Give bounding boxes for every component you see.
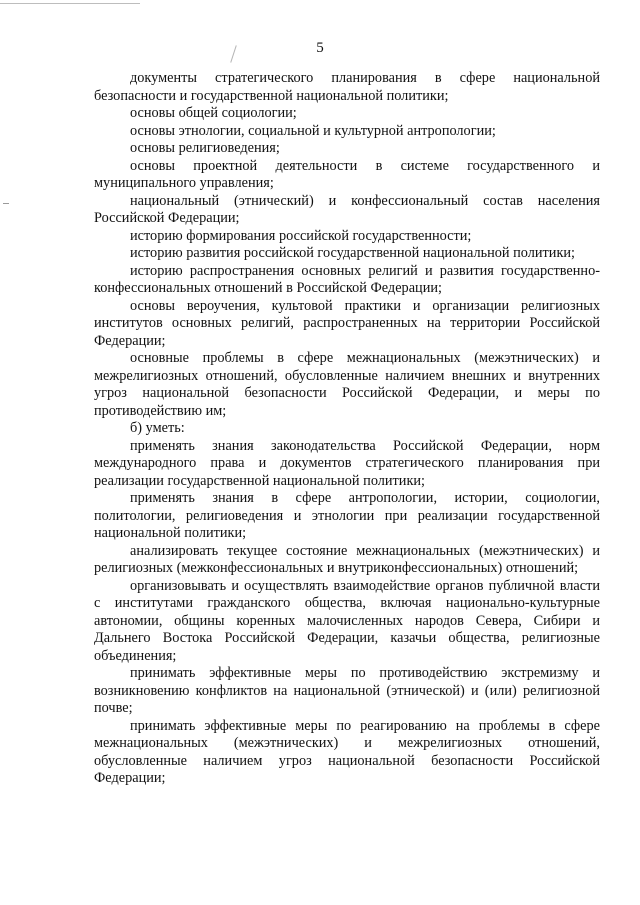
paragraph: документы стратегического планирования в сфере национальной безопасности и государственной национальной политики; xyxy=(94,70,600,104)
paragraph: историю развития российской государственной национальной политики; xyxy=(130,245,576,261)
section-heading: б) уметь: xyxy=(130,420,185,436)
paragraph: основные проблемы в сфере межнациональных (межэтнических) и межрелигиозных отношений, обусловленные наличием внешних и внутренних угроз национальной безопасности Российской Федерации, и меры по противодействию им; xyxy=(94,350,600,419)
paragraph: основы этнологии, социальной и культурной антропологии; xyxy=(130,122,496,139)
paragraph: применять знания законодательства Российской Федерации, норм международного права и документов стратегического планирования при реализации государственной национальной политики; xyxy=(94,437,600,489)
paragraph: основы проектной деятельности в системе государственного и муниципального управления; xyxy=(94,157,600,191)
paragraph: принимать эффективные меры по реагированию на проблемы в сфере межнациональных (межэтнических) и межрелигиозных отношений, обусловленные наличием угроз национальной безопасности Российской Федерации; xyxy=(94,717,600,786)
paragraph: основы вероучения, культовой практики и организации религиозных институтов основных религий, распространенных на территории Российской Федерации; xyxy=(94,297,600,349)
paragraph: национальный (этнический) и конфессиональный состав населения Российской Федерации; xyxy=(94,192,600,226)
paragraph: принимать эффективные меры по противодействию экстремизму и возникновению конфликтов на национальной (этнической) и (или) религиозной почве; xyxy=(94,665,600,716)
page-number: 5 xyxy=(316,40,324,56)
scan-margin-mark xyxy=(3,203,9,204)
document-body xyxy=(94,70,600,788)
paragraph: организовывать и осуществлять взаимодействие органов публичной власти с институтами гражданского общества, включая национально-культурные автономии, общины коренных малочисленных народов Севера, Сибири и Дальнего Востока Российской Федерации, казачьи общества, религиозные объединения; xyxy=(94,577,600,664)
paragraph: историю распространения основных религий и развития государственно-конфессиональных отношений в Российской Федерации; xyxy=(94,262,600,296)
paragraph: основы религиоведения; xyxy=(130,140,280,156)
paragraph: основы общей социологии; xyxy=(130,105,297,121)
paragraph: применять знания в сфере антропологии, истории, социологии, политологии, религиоведения и этнологии при реализации государственной национальной политики; xyxy=(94,490,600,541)
paragraph: анализировать текущее состояние межнациональных (межэтнических) и религиозных (межконфессиональных и внутриконфессиональных) отношений; xyxy=(94,542,600,576)
scan-edge-line xyxy=(0,3,140,4)
paragraph: историю формирования российской государственности; xyxy=(130,227,472,244)
